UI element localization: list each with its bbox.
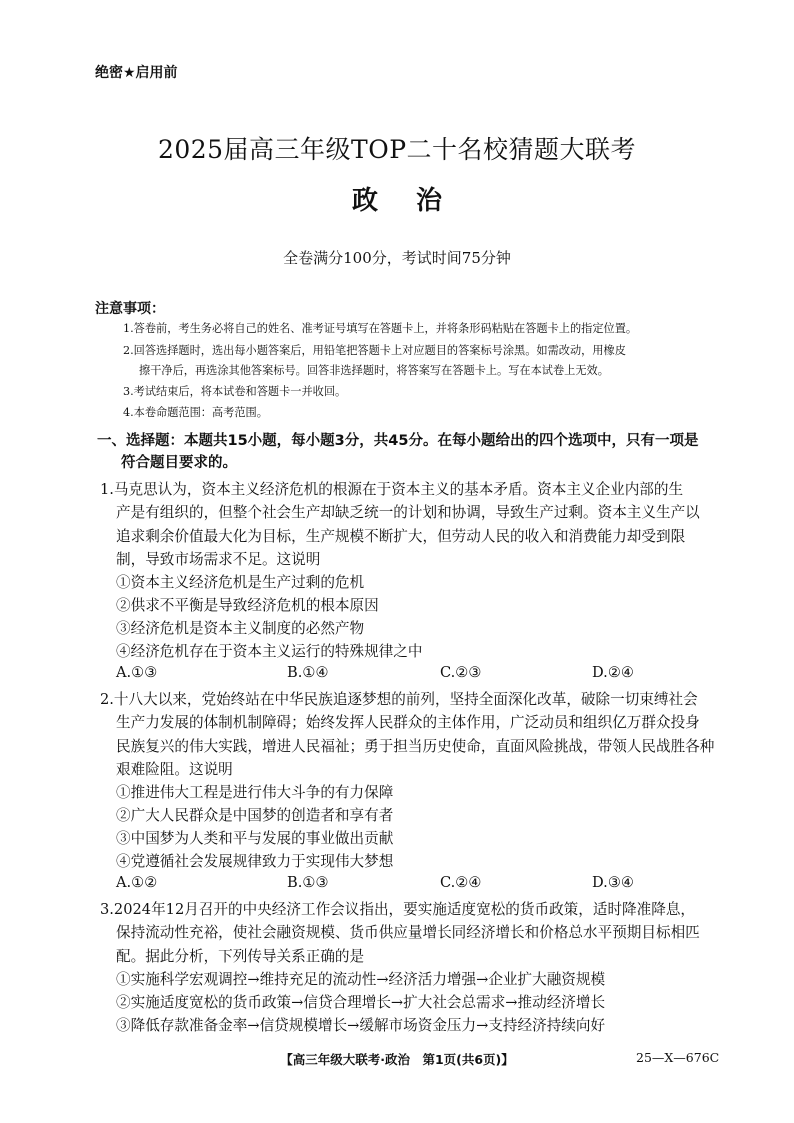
question-line: 制，导致市场需求不足。这说明 <box>116 551 321 569</box>
choice-b: B.①③ <box>287 874 329 891</box>
statement-option: ①实施科学宏观调控→维持充足的流动性→经济活力增强→企业扩大融资规模 <box>116 971 606 988</box>
subject-title: 政治 <box>351 186 480 216</box>
note-item: 擦干净后，再选涂其他答案标号。回答非选择题时，将答案写在答题卡上。写在本试卷上无效。 <box>139 364 609 377</box>
confidential-label: 绝密★启用前 <box>95 65 178 81</box>
statement-option: ①推进伟大工程是进行伟大斗争的有力保障 <box>116 784 394 801</box>
paper-code: 25—X—676C <box>636 1050 720 1065</box>
statement-option: ②供求不平衡是导致经济危机的根本原因 <box>116 597 379 614</box>
section-line: 符合题目要求的。 <box>121 455 237 471</box>
question-line: 1.马克思认为，资本主义经济危机的根源在于资本主义的基本矛盾。资本主义企业内部的生 <box>100 481 684 498</box>
note-item: 1.答卷前，考生务必将自己的姓名、准考证号填写在答题卡上，并将条形码粘贴在答题卡上的指定位置。 <box>123 322 638 335</box>
choice-b: B.①④ <box>287 664 329 681</box>
question-line: 艰难险阻。这说明 <box>116 761 233 779</box>
question-2 <box>100 688 720 782</box>
question-line: 民族复兴的伟大实践，增进人民福祉；勇于担当历史使命，直面风险挑战，带领人民战胜各种 <box>116 737 715 755</box>
statement-option: ②广大人民群众是中国梦的创造者和享有者 <box>116 807 394 824</box>
exam-meta: 全卷满分100分，考试时间75分钟 <box>283 249 511 267</box>
statement-option: ③降低存款准备金率→信贷规模增长→缓解市场资金压力→支持经济持续向好 <box>116 1017 606 1034</box>
choice-c: C.②④ <box>440 874 482 891</box>
choice-a: A.①③ <box>116 664 158 681</box>
note-item: 3.考试结束后，将本试卷和答题卡一并收回。 <box>123 385 347 398</box>
page-footer: 【高三年级大联考·政治 第1页(共6页)】 <box>280 1052 514 1067</box>
statement-option: ③经济危机是资本主义制度的必然产物 <box>116 620 365 637</box>
note-item: 4.本卷命题范围：高考范围。 <box>123 406 268 419</box>
question-3 <box>100 898 720 968</box>
statement-option: ④党遵循社会发展规律致力于实现伟大梦想 <box>116 853 394 870</box>
question-line: 生产力发展的体制机制障碍；始终发挥人民群众的主体作用，广泛动员和组织亿万群众投身 <box>116 714 700 732</box>
choice-d: D.③④ <box>592 874 634 891</box>
question-line: 追求剩余价值最大化为目标，生产规模不断扩大，但劳动人民的收入和消费能力却受到限 <box>116 527 686 545</box>
question-1 <box>100 478 720 572</box>
statement-option: ①资本主义经济危机是生产过剩的危机 <box>116 574 365 591</box>
statement-option: ④经济危机存在于资本主义运行的特殊规律之中 <box>116 643 423 660</box>
choice-c: C.②③ <box>440 664 482 681</box>
section-heading <box>97 430 717 474</box>
choice-d: D.②④ <box>592 664 634 681</box>
statement-option: ②实施适度宽松的货币政策→信贷合理增长→扩大社会总需求→推动经济增长 <box>116 994 606 1011</box>
statement-option: ③中国梦为人类和平与发展的事业做出贡献 <box>116 830 394 847</box>
notes-title: 注意事项： <box>95 301 165 317</box>
choice-a: A.①② <box>116 874 158 891</box>
question-line: 产是有组织的，但整个社会生产却缺乏统一的计划和协调，导致生产过剩。资本主义生产以 <box>116 504 700 522</box>
section-line: 一、选择题：本题共15小题，每小题3分，共45分。在每小题给出的四个选项中，只有一项是 <box>97 433 699 449</box>
question-line: 配。据此分析，下列传导关系正确的是 <box>116 947 365 965</box>
question-line: 2.十八大以来，党始终站在中华民族追逐梦想的前列，坚持全面深化改革，破除一切束缚社会 <box>100 691 698 708</box>
exam-title: 2025届高三年级TOP二十名校猜题大联考 <box>157 135 637 164</box>
question-line: 保持流动性充裕，使社会融资规模、货币供应量增长同经济增长和价格总水平预期目标相匹 <box>116 924 700 942</box>
question-line: 3.2024年12月召开的中央经济工作会议指出，要实施适度宽松的货币政策，适时降准降息， <box>100 901 696 918</box>
note-item: 2.回答选择题时，选出每小题答案后，用铅笔把答题卡上对应题目的答案标号涂黑。如需改动，用橡皮 <box>123 344 626 357</box>
